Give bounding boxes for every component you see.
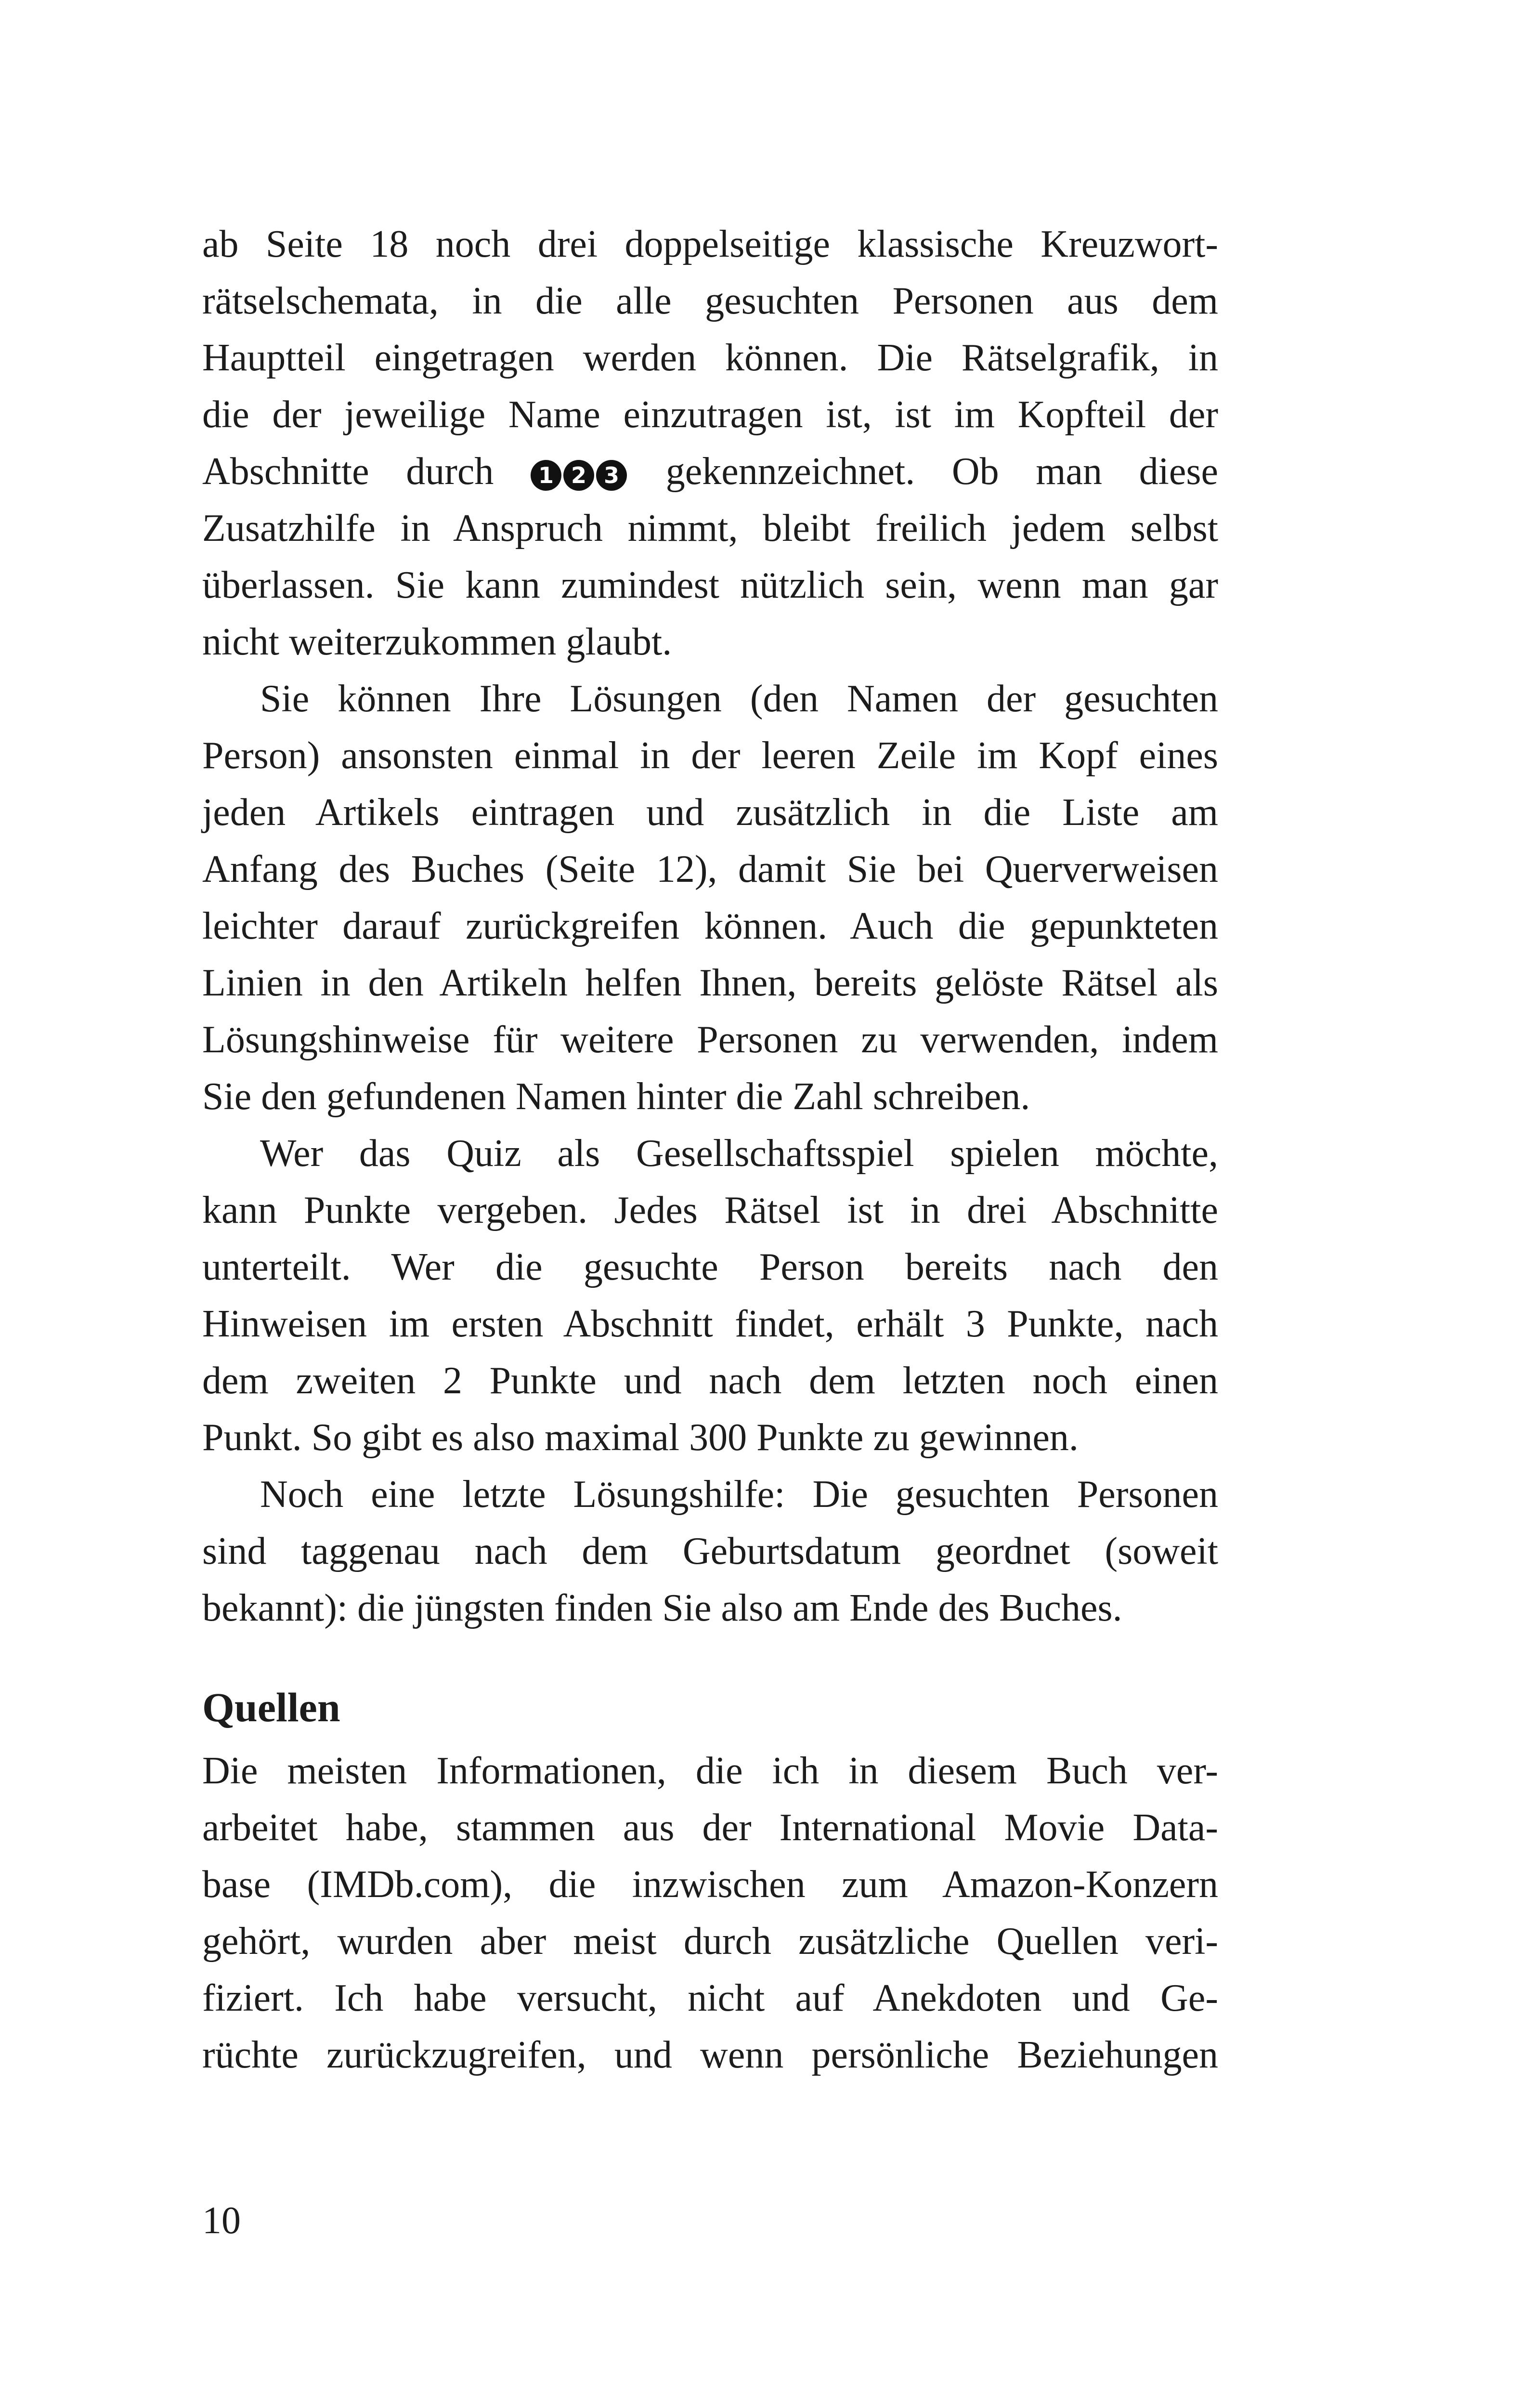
paragraph-final-hint [202,1466,1218,1636]
text-fragment: gekennzeichnet. Ob man diese [665,450,1219,493]
text-line: unterteilt. Wer die gesuchte Person bereits nach den [202,1246,1218,1288]
text-line: Anfang des Buches (Seite 12), damit Sie bei Querverweisen [202,848,1218,890]
text-line: arbeitet habe, stammen aus der International Movie Data- [202,1806,1218,1849]
sources-paragraph [202,1742,1218,2083]
page-number: 10 [202,2199,241,2242]
text-line: Sie den gefundenen Namen hinter die Zahl schreiben. [202,1075,1030,1118]
text-line: sind taggenau nach dem Geburtsdatum geordnet (soweit [202,1530,1218,1572]
text-line: base (IMDb.com), die inzwischen zum Amazon-Konzern [202,1863,1218,1906]
text-line: Person) ansonsten einmal in der leeren Zeile im Kopf eines [202,734,1218,777]
text-line: kann Punkte vergeben. Jedes Rätsel ist in drei Abschnitte [202,1189,1218,1231]
text-line: bekannt): die jüngsten finden Sie also am Ende des Buches. [202,1587,1122,1629]
section-markers [531,443,629,500]
paragraph-solution-entry [202,670,1218,1125]
paragraph-crossword-info [202,216,1218,670]
text-line: Die meisten Informationen, die ich in diesem Buch ver- [202,1750,1218,1792]
text-line: Hauptteil eingetragen werden können. Die Rätselgrafik, in [202,337,1218,379]
text-line: die der jeweilige Name einzutragen ist, ist im Kopfteil der [202,393,1218,436]
text-line: dem zweiten 2 Punkte und nach dem letzten noch einen [202,1360,1218,1402]
text-line-with-markers [202,443,1218,500]
body-text [202,216,1218,1636]
text-line: nicht weiterzukommen glaubt. [202,621,672,663]
circled-number-three-icon: 3 [596,460,627,491]
text-line: rätselschemata, in die alle gesuchten Personen aus dem [202,280,1218,322]
text-line: leichter darauf zurückgreifen können. Auch die gepunkteten [202,905,1218,947]
section-heading-quellen: Quellen [202,1684,340,1730]
paragraph-party-game [202,1125,1218,1466]
text-line: Wer das Quiz als Gesellschaftsspiel spielen möchte, [260,1132,1218,1175]
text-line: Noch eine letzte Lösungshilfe: Die gesuchten Personen [260,1473,1218,1516]
text-line: Linien in den Artikeln helfen Ihnen, bereits gelöste Rätsel als [202,962,1218,1004]
circled-number-two-icon: 2 [563,460,594,491]
text-fragment: Abschnitte durch [202,450,494,493]
text-line: Sie können Ihre Lösungen (den Namen der gesuchten [260,678,1218,720]
text-line: gehört, wurden aber meist durch zusätzliche Quellen veri- [202,1920,1218,1963]
text-line: überlassen. Sie kann zumindest nützlich sein, wenn man gar [202,564,1218,606]
text-line: jeden Artikels eintragen und zusätzlich in die Liste am [202,791,1218,834]
text-line: rüchte zurückzugreifen, und wenn persönliche Beziehungen [202,2034,1218,2076]
text-line: Lösungshinweise für weitere Personen zu verwenden, indem [202,1019,1218,1061]
text-line: Hinweisen im ersten Abschnitt findet, erhält 3 Punkte, nach [202,1303,1218,1345]
text-line: fiziert. Ich habe versucht, nicht auf Anekdoten und Ge- [202,1977,1218,2019]
text-line: Punkt. So gibt es also maximal 300 Punkte zu gewinnen. [202,1416,1079,1459]
text-line: Zusatzhilfe in Anspruch nimmt, bleibt freilich jedem selbst [202,507,1218,550]
text-line: ab Seite 18 noch drei doppelseitige klassische Kreuzwort- [202,223,1218,265]
circled-number-one-icon: 1 [531,460,561,491]
